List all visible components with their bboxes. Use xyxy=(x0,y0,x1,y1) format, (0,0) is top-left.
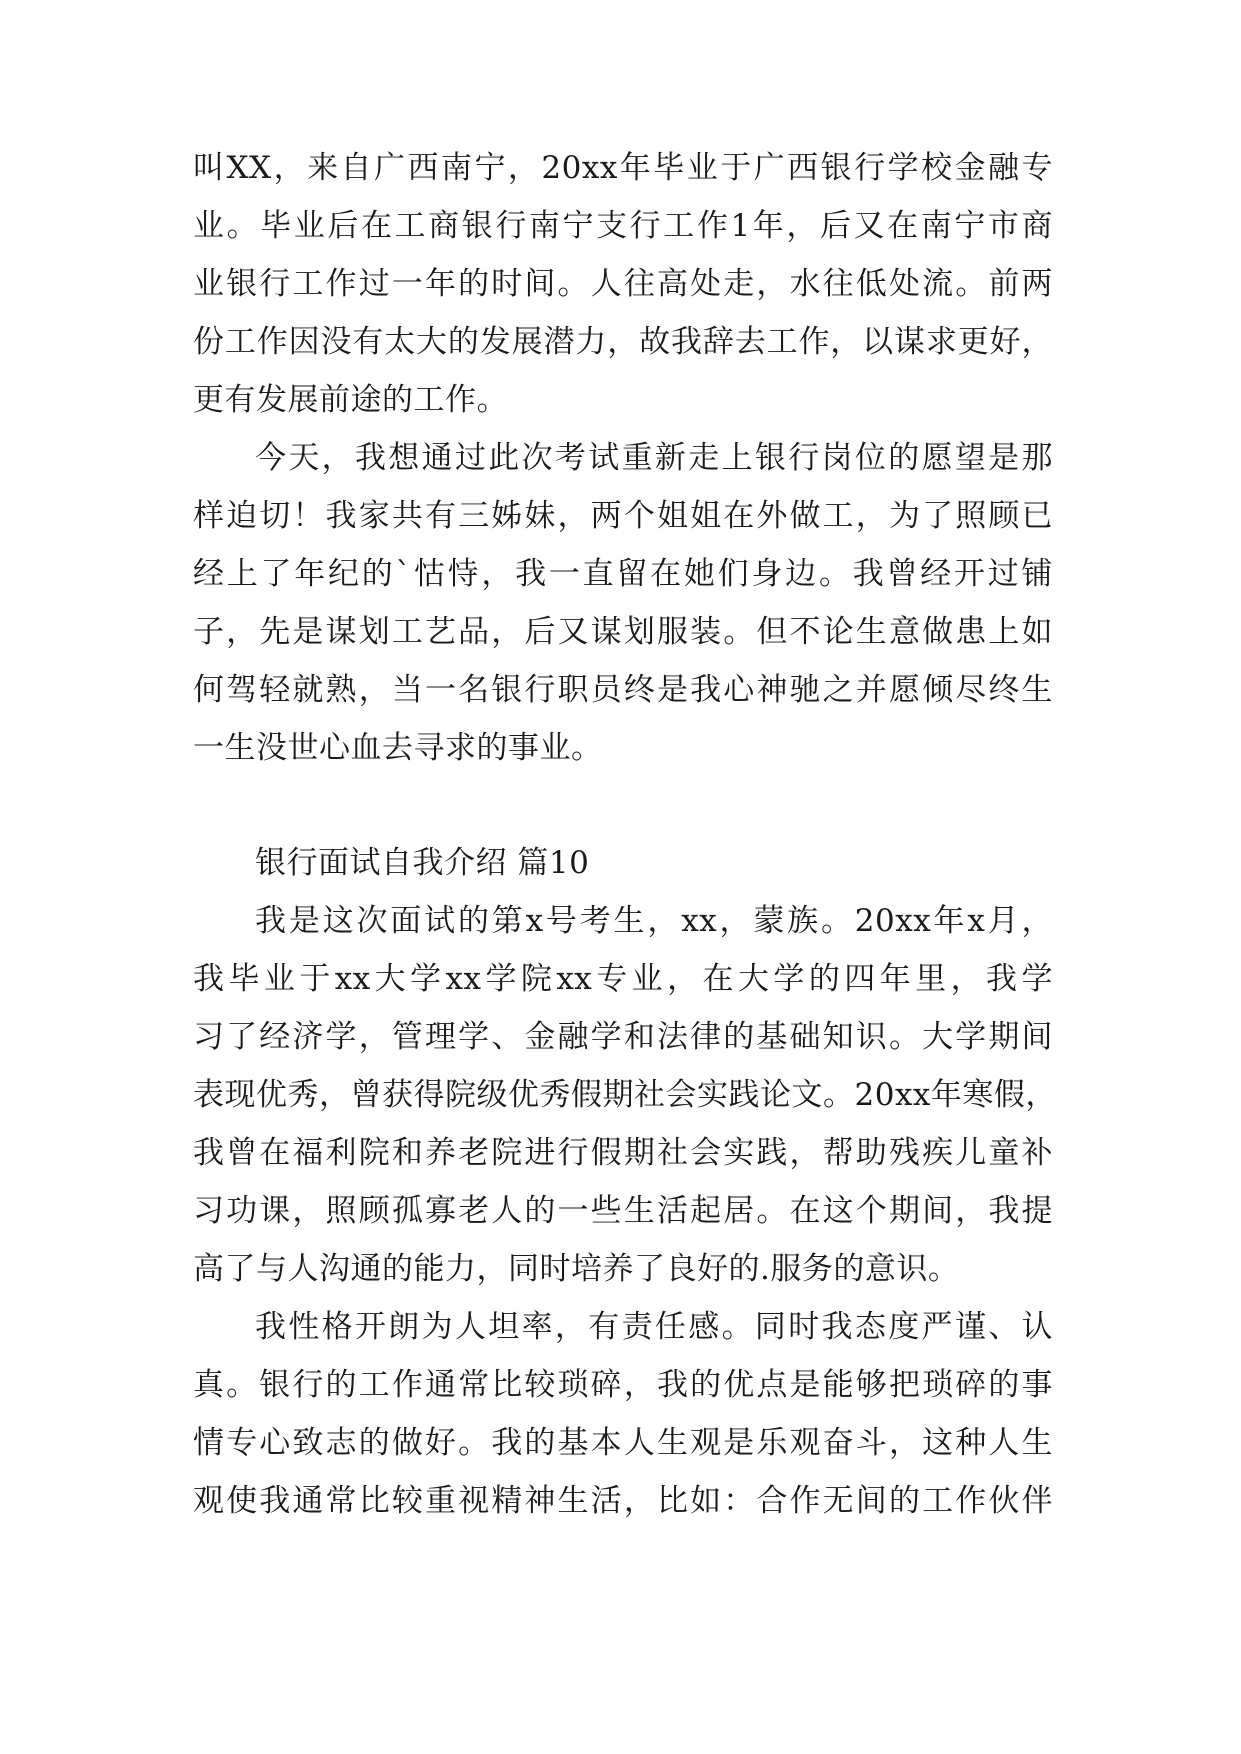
paragraph-line: 真。银行的工作通常比较琐碎，我的优点是能够把琐碎的事 xyxy=(193,1367,1053,1403)
paragraph-line: 我曾在福利院和养老院进行假期社会实践，帮助残疾儿童补 xyxy=(193,1135,1053,1171)
paragraph-line: 今天，我想通过此次考试重新走上银行岗位的愿望是那 xyxy=(255,440,1053,476)
paragraph-line: 观使我通常比较重视精神生活，比如：合作无间的工作伙伴 xyxy=(193,1483,1053,1519)
paragraph-line: 经上了年纪的`怙恃，我一直留在她们身边。我曾经开过铺 xyxy=(193,556,1053,592)
paragraph-line: 样迫切！我家共有三姊妹，两个姐姐在外做工，为了照顾已 xyxy=(193,498,1053,534)
paragraph-line: 高了与人沟通的能力，同时培养了良好的.服务的意识。 xyxy=(193,1251,960,1287)
paragraph-line: 份工作因没有太大的发展潜力，故我辞去工作，以谋求更好， xyxy=(193,324,1053,360)
paragraph-line: 习功课，照顾孤寡老人的一些生活起居。在这个期间，我提 xyxy=(193,1193,1053,1229)
paragraph-line: 一生没世心血去寻求的事业。 xyxy=(193,730,603,766)
paragraph-line: 情专心致志的做好。我的基本人生观是乐观奋斗，这种人生 xyxy=(193,1425,1053,1461)
paragraph-line: 我性格开朗为人坦率，有责任感。同时我态度严谨、认 xyxy=(255,1309,1053,1345)
paragraph-line: 习了经济学，管理学、金融学和法律的基础知识。大学期间 xyxy=(193,1019,1053,1055)
paragraph-line: 我是这次面试的第x号考生，xx，蒙族。20xx年x月， xyxy=(255,903,1053,939)
section-heading: 银行面试自我介绍 篇10 xyxy=(255,845,590,881)
paragraph-line: 更有发展前途的工作。 xyxy=(193,382,508,418)
paragraph-line: 业银行工作过一年的时间。人往高处走，水往低处流。前两 xyxy=(193,266,1053,302)
paragraph-line: 业。毕业后在工商银行南宁支行工作1年，后又在南宁市商 xyxy=(193,208,1053,244)
paragraph-line: 表现优秀，曾获得院级优秀假期社会实践论文。20xx年寒假， xyxy=(193,1077,1057,1113)
paragraph-line: 何驾轻就熟，当一名银行职员终是我心神驰之并愿倾尽终生 xyxy=(193,672,1053,708)
paragraph-line: 子，先是谋划工艺品，后又谋划服装。但不论生意做患上如 xyxy=(193,614,1053,650)
paragraph-line: 叫XX，来自广西南宁，20xx年毕业于广西银行学校金融专 xyxy=(193,150,1053,186)
paragraph-line: 我毕业于xx大学xx学院xx专业，在大学的四年里，我学 xyxy=(193,961,1053,997)
